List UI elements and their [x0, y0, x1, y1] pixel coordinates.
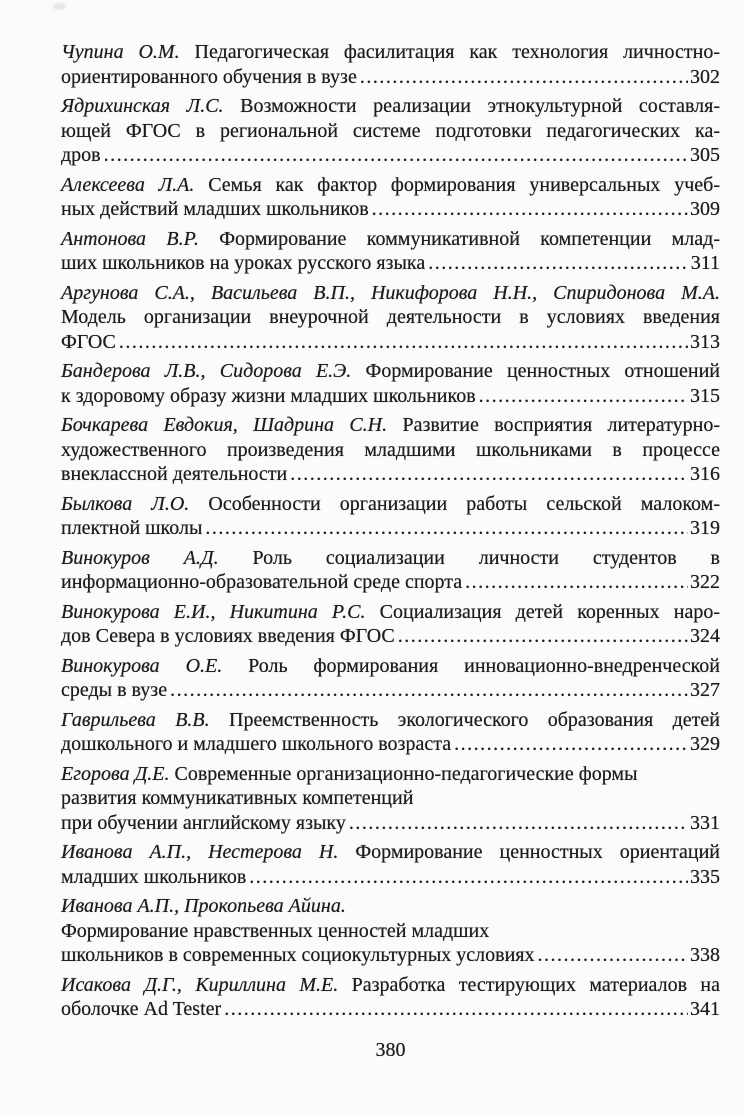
toc-line-text: [61, 943, 535, 968]
toc-line-text: [61, 120, 720, 142]
toc-line: [61, 65, 720, 90]
toc-entry: [61, 173, 720, 222]
toc-authors: Былкова Л.О.: [61, 492, 190, 515]
toc-line-text: [61, 655, 720, 677]
toc-line-text: [61, 282, 720, 304]
toc-title-text: Педагогическая фасилитация как технология личностно-: [179, 41, 720, 63]
toc-title-text: плектной школы: [61, 517, 203, 539]
toc-title-text: при обучении английскому языку: [61, 811, 346, 834]
toc-line-text: [61, 678, 167, 703]
toc-title-text: Преемственность экологического образования детей: [209, 708, 721, 731]
toc-authors: Гаврильева В.В.: [61, 708, 210, 731]
dot-leader: [119, 330, 688, 355]
toc-line: [61, 143, 720, 168]
toc-entry-page-number: 331: [690, 811, 720, 834]
toc-line-text: [61, 516, 202, 541]
toc-line: [61, 894, 720, 919]
toc-entry: [61, 227, 720, 276]
toc-line-text: [61, 251, 425, 276]
toc-entry: [61, 600, 720, 649]
toc-title-text: Современные организационно-педагогические формы: [169, 762, 638, 785]
toc-entry-page-number: 338: [690, 944, 720, 966]
toc-line: [61, 865, 720, 890]
toc-title-text: Формирование ценностных отношений: [351, 360, 720, 382]
toc-entry-page-number: 309: [690, 198, 720, 220]
toc-authors: Бандерова Л.В., Сидорова Е.Э.: [61, 360, 352, 382]
toc-line: [61, 197, 720, 222]
toc-entry: [61, 654, 720, 703]
table-of-contents: [61, 40, 720, 1027]
toc-title-text: Роль формирования инновационно-внедренческой: [222, 654, 720, 677]
toc-title-text: Роль социализации личности студентов в: [218, 546, 720, 569]
toc-entry: [61, 840, 720, 889]
toc-title-text: оболочке Ad Tester: [61, 998, 222, 1020]
dot-leader: [372, 197, 688, 222]
toc-line-text: [61, 143, 101, 168]
toc-entry-page-number: 329: [690, 733, 720, 755]
toc-line: [61, 413, 720, 438]
toc-line: [61, 732, 720, 757]
toc-authors: Аргунова С.А., Васильева В.П., Никифорова Н.Н., Спиридонова М.А.: [61, 281, 720, 304]
toc-authors: Ядрихинская Л.С.: [61, 95, 224, 117]
toc-authors: Винокуров А.Д.: [61, 546, 219, 569]
toc-title-text: Семья как фактор формирования универсальных учеб-: [194, 173, 720, 196]
toc-entry-page-number: 302: [690, 65, 720, 88]
toc-entry: [61, 762, 720, 836]
dot-leader: [290, 462, 688, 487]
toc-line-text: [61, 732, 451, 757]
toc-entry-page-number: 313: [690, 330, 720, 353]
toc-line: [61, 654, 720, 679]
toc-title-text: художественного произведения младшими школьниками в процессе: [61, 438, 720, 461]
toc-authors: Антонова В.Р.: [61, 227, 199, 250]
toc-title-text: дов Севера в условиях введения ФГОС: [61, 625, 395, 647]
toc-entry: [61, 94, 720, 168]
toc-title-text: Формирование ценностных ориентаций: [338, 841, 720, 863]
dot-leader: [538, 943, 688, 968]
toc-title-text: развития коммуникативных компетенций: [61, 787, 414, 809]
toc-line-text: [61, 997, 221, 1022]
toc-title-text: к здоровому образу жизни младших школьников: [61, 384, 476, 407]
toc-entry: [61, 973, 720, 1022]
toc-entry: [61, 708, 720, 757]
dot-leader: [224, 997, 688, 1022]
toc-authors: Иванова А.П., Нестерова Н.: [61, 841, 339, 863]
toc-title-text: ющей ФГОС в региональной системе подготовки педагогических ка-: [61, 119, 720, 142]
toc-authors: Исакова Д.Г., Кириллина М.Е.: [61, 973, 339, 996]
toc-line-text: [61, 65, 357, 90]
toc-line-text: [61, 547, 720, 569]
toc-entry: [61, 359, 720, 408]
toc-line-text: [61, 811, 346, 836]
toc-line: [61, 40, 720, 65]
dot-leader: [479, 384, 688, 409]
toc-line-text: [61, 384, 476, 409]
toc-authors: Егорова Д.Е.: [61, 762, 170, 785]
toc-line: [61, 330, 720, 355]
toc-title-text: Возможности реализации этнокультурной составля-: [223, 95, 720, 117]
toc-title-text: Социализация детей коренных наро-: [365, 600, 721, 623]
toc-title-text: дров: [61, 144, 101, 166]
toc-entry: [61, 413, 720, 487]
toc-entry-page-number: 319: [690, 517, 720, 539]
toc-line: [61, 359, 720, 384]
toc-line: [61, 678, 720, 703]
dot-leader: [428, 251, 689, 276]
toc-line-text: [61, 601, 720, 623]
toc-line-text: [61, 920, 489, 942]
dot-leader: [454, 732, 688, 757]
toc-title-text: ориентированного обучения в вузе: [61, 65, 357, 88]
toc-title-text: ных действий младших школьников: [61, 198, 369, 220]
toc-line-text: [61, 763, 638, 785]
toc-line: [61, 119, 720, 144]
toc-entry: [61, 894, 720, 968]
toc-title-text: Формирование коммуникативной компетенции млад-: [198, 227, 720, 250]
toc-title-text: ших школьников на уроках русского языка: [61, 252, 426, 274]
toc-line-text: [61, 330, 116, 355]
toc-line: [61, 516, 720, 541]
toc-line-text: [61, 360, 720, 382]
toc-line: [61, 227, 720, 252]
toc-authors: Винокурова Е.И., Никитина Р.С.: [61, 600, 366, 623]
toc-entry: [61, 281, 720, 355]
toc-line-text: [61, 865, 246, 890]
toc-title-text: Модель организации внеурочной деятельности в условиях введения: [61, 306, 720, 328]
toc-authors: Бочкарева Евдокия, Шадрина С.Н.: [61, 414, 388, 436]
toc-line: [61, 840, 720, 865]
dot-leader: [465, 570, 688, 595]
toc-line-text: [61, 974, 720, 996]
page-number-footer: [61, 1038, 720, 1062]
toc-line: [61, 973, 720, 998]
toc-line: [61, 570, 720, 595]
toc-entry: [61, 492, 720, 541]
toc-line-text: [61, 462, 287, 487]
scan-artifact: [53, 3, 66, 10]
toc-line-text: [61, 709, 720, 731]
toc-line-text: [61, 414, 720, 436]
toc-line: [61, 919, 720, 944]
toc-title-text: внеклассной деятельности: [61, 463, 288, 485]
toc-line-text: [61, 493, 720, 515]
toc-line-text: [61, 41, 720, 63]
toc-line-text: [61, 174, 720, 196]
toc-title-text: Особенности организации работы сельской малоком-: [189, 492, 720, 515]
toc-line: [61, 762, 720, 787]
toc-authors: Иванова А.П., Прокопьева Айина.: [61, 895, 346, 917]
toc-line: [61, 384, 720, 409]
toc-title-text: ФГОС: [61, 330, 116, 353]
toc-line-text: [61, 197, 369, 222]
toc-line-text: [61, 895, 346, 917]
toc-title-text: младших школьников: [61, 865, 247, 888]
toc-entry-page-number: 341: [690, 998, 720, 1020]
toc-line: [61, 305, 720, 330]
toc-line-text: [61, 624, 395, 649]
toc-line: [61, 438, 720, 463]
page-number: 380: [375, 1039, 406, 1061]
toc-line: [61, 492, 720, 517]
toc-line: [61, 281, 720, 306]
toc-line: [61, 462, 720, 487]
toc-title-text: Развитие восприятия литературно-: [387, 414, 721, 436]
toc-line: [61, 251, 720, 276]
dot-leader: [249, 865, 688, 890]
toc-entry: [61, 546, 720, 595]
toc-line: [61, 708, 720, 733]
toc-title-text: школьников в современных социокультурных условиях: [61, 944, 535, 966]
toc-title-text: информационно-образовательной среде спорта: [61, 571, 463, 593]
dot-leader: [205, 516, 688, 541]
toc-entry-page-number: 324: [690, 625, 720, 647]
toc-entry-page-number: 316: [690, 463, 720, 485]
toc-authors: Винокурова О.Е.: [61, 654, 223, 677]
toc-line-text: [61, 841, 720, 863]
toc-authors: Чупина О.М.: [61, 41, 180, 63]
toc-line: [61, 786, 720, 811]
dot-leader: [104, 143, 688, 168]
toc-title-text: Формирование нравственных ценностей младших: [61, 919, 490, 942]
toc-line: [61, 546, 720, 571]
toc-authors: Алексеева Л.А.: [61, 173, 195, 196]
toc-line: [61, 811, 720, 836]
toc-line-text: [61, 306, 720, 328]
dot-leader: [360, 65, 688, 90]
toc-title-text: дошкольного и младшего школьного возраста: [61, 733, 452, 755]
dot-leader: [349, 811, 688, 836]
toc-entry-page-number: 335: [690, 865, 720, 888]
toc-title-text: Разработка тестирующих материалов на: [338, 973, 720, 996]
dot-leader: [170, 678, 688, 703]
toc-line-text: [61, 228, 720, 250]
toc-line: [61, 173, 720, 198]
toc-line: [61, 94, 720, 119]
toc-entry-page-number: 315: [690, 384, 720, 407]
toc-line: [61, 624, 720, 649]
toc-entry-page-number: 311: [690, 252, 720, 274]
toc-entry-page-number: 322: [690, 571, 720, 593]
toc-line-text: [61, 787, 413, 809]
toc-entry-page-number: 327: [690, 679, 720, 701]
toc-line-text: [61, 570, 462, 595]
dot-leader: [398, 624, 688, 649]
toc-line-text: [61, 439, 720, 461]
toc-line-text: [61, 95, 720, 117]
toc-line: [61, 997, 720, 1022]
toc-title-text: среды в вузе: [61, 679, 168, 701]
toc-line: [61, 943, 720, 968]
toc-line: [61, 600, 720, 625]
toc-entry: [61, 40, 720, 89]
toc-entry-page-number: 305: [690, 144, 720, 166]
